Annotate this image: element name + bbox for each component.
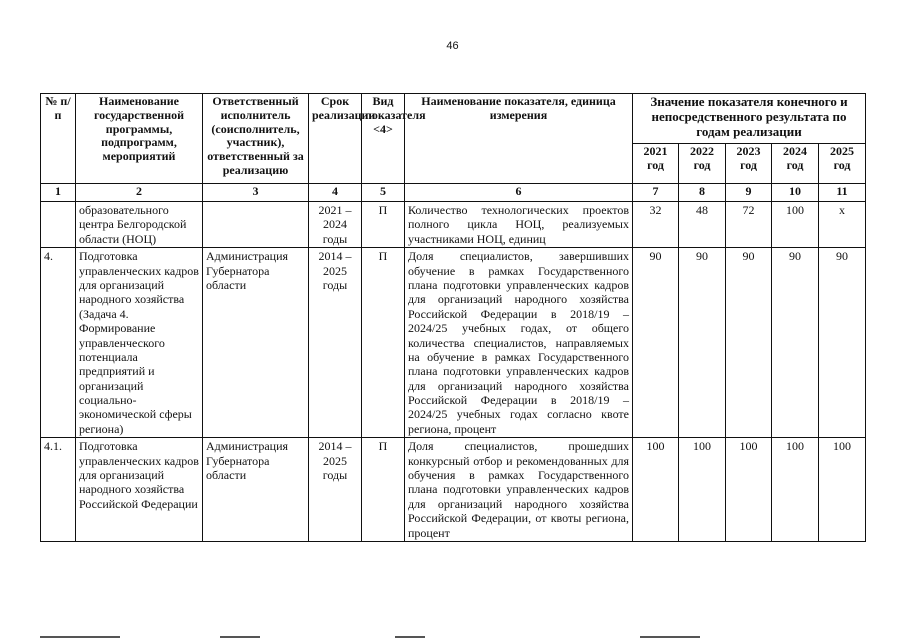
col-number-6: 6 [405, 184, 633, 202]
bottom-edge-line [220, 636, 260, 638]
col-number-4: 4 [309, 184, 362, 202]
row-value-2022: 100 [679, 438, 726, 542]
header-indicator-name: Наименование показателя, единица измерения [405, 94, 633, 184]
row-value-2021: 32 [633, 202, 679, 248]
row-program-name: Подготовка управленческих кадров для организаций народного хозяйства (Задача 4. Формирование управленческого потенциала предприятий и организаций социально-экономической сферы региона) [76, 248, 203, 438]
indicators-table [40, 93, 866, 542]
col-number-7: 7 [633, 184, 679, 202]
row-value-2025: 90 [819, 248, 866, 438]
row-num: 4. [41, 248, 76, 438]
row-value-2024: 100 [772, 202, 819, 248]
row-indicator-name: Доля специалистов, завершивших обучение в рамках Государственного плана подготовки управленческих кадров для организаций народного хозяйства Российской Федерации в 2018/19 – 2024/25 учебных годах, от общего количества специалистов, направляемых на обучение в рамках Государственного плана подготовки управленческих кадров для организаций народного хозяйства Российской Федерации в 2018/19 – 2024/25 учебных годах согласно квоте региона, процент [405, 248, 633, 438]
row-value-2022: 48 [679, 202, 726, 248]
row-period: 2014 – 2025 годы [309, 438, 362, 542]
header-value-group: Значение показателя конечного и непосредственного результата по годам реализации [633, 94, 866, 144]
row-value-2025: х [819, 202, 866, 248]
row-num [41, 202, 76, 248]
row-num: 4.1. [41, 438, 76, 542]
col-number-2: 2 [76, 184, 203, 202]
row-value-2024: 100 [772, 438, 819, 542]
col-number-10: 10 [772, 184, 819, 202]
bottom-edge-line [40, 636, 120, 638]
bottom-edge-line [395, 636, 425, 638]
header-program-name: Наименование государственной программы, подпрограмм, мероприятий [76, 94, 203, 184]
row-value-2023: 72 [726, 202, 772, 248]
row-period: 2014 – 2025 годы [309, 248, 362, 438]
col-number-8: 8 [679, 184, 726, 202]
row-responsible: Администрация Губернатора области [203, 438, 309, 542]
page-number: 46 [446, 40, 459, 52]
header-year-2021: 2021 год [633, 144, 679, 184]
header-year-2022: 2022 год [679, 144, 726, 184]
col-number-11: 11 [819, 184, 866, 202]
row-value-2021: 100 [633, 438, 679, 542]
header-period: Срок реализации [309, 94, 362, 184]
col-number-9: 9 [726, 184, 772, 202]
header-indicator-kind: Вид показателя <4> [362, 94, 405, 184]
row-period: 2021 – 2024 годы [309, 202, 362, 248]
col-number-1: 1 [41, 184, 76, 202]
row-responsible [203, 202, 309, 248]
row-program-name: Подготовка управленческих кадров для организаций народного хозяйства Российской Федерации [76, 438, 203, 542]
row-value-2023: 100 [726, 438, 772, 542]
row-value-2024: 90 [772, 248, 819, 438]
row-program-name: образовательного центра Белгородской области (НОЦ) [76, 202, 203, 248]
table-row [41, 202, 866, 248]
row-indicator-name: Количество технологических проектов полного цикла НОЦ, реализуемых участниками НОЦ, единиц [405, 202, 633, 248]
row-value-2021: 90 [633, 248, 679, 438]
col-number-3: 3 [203, 184, 309, 202]
row-indicator-kind: П [362, 248, 405, 438]
table-row [41, 248, 866, 438]
header-num: № п/п [41, 94, 76, 184]
row-indicator-kind: П [362, 438, 405, 542]
header-year-2023: 2023 год [726, 144, 772, 184]
header-responsible: Ответственный исполнитель (соисполнитель, участник), ответственный за реализацию [203, 94, 309, 184]
row-value-2025: 100 [819, 438, 866, 542]
row-indicator-name: Доля специалистов, прошедших конкурсный отбор и рекомендованных для обучения в рамках Государственного плана подготовки управленческих кадров для организаций народного хозяйства Российской Федерации, от квоты региона, процент [405, 438, 633, 542]
row-responsible: Администрация Губернатора области [203, 248, 309, 438]
table-row [41, 438, 866, 542]
header-year-2025: 2025 год [819, 144, 866, 184]
row-value-2023: 90 [726, 248, 772, 438]
bottom-edge-line [640, 636, 700, 638]
row-value-2022: 90 [679, 248, 726, 438]
row-indicator-kind: П [362, 202, 405, 248]
col-number-5: 5 [362, 184, 405, 202]
header-year-2024: 2024 год [772, 144, 819, 184]
